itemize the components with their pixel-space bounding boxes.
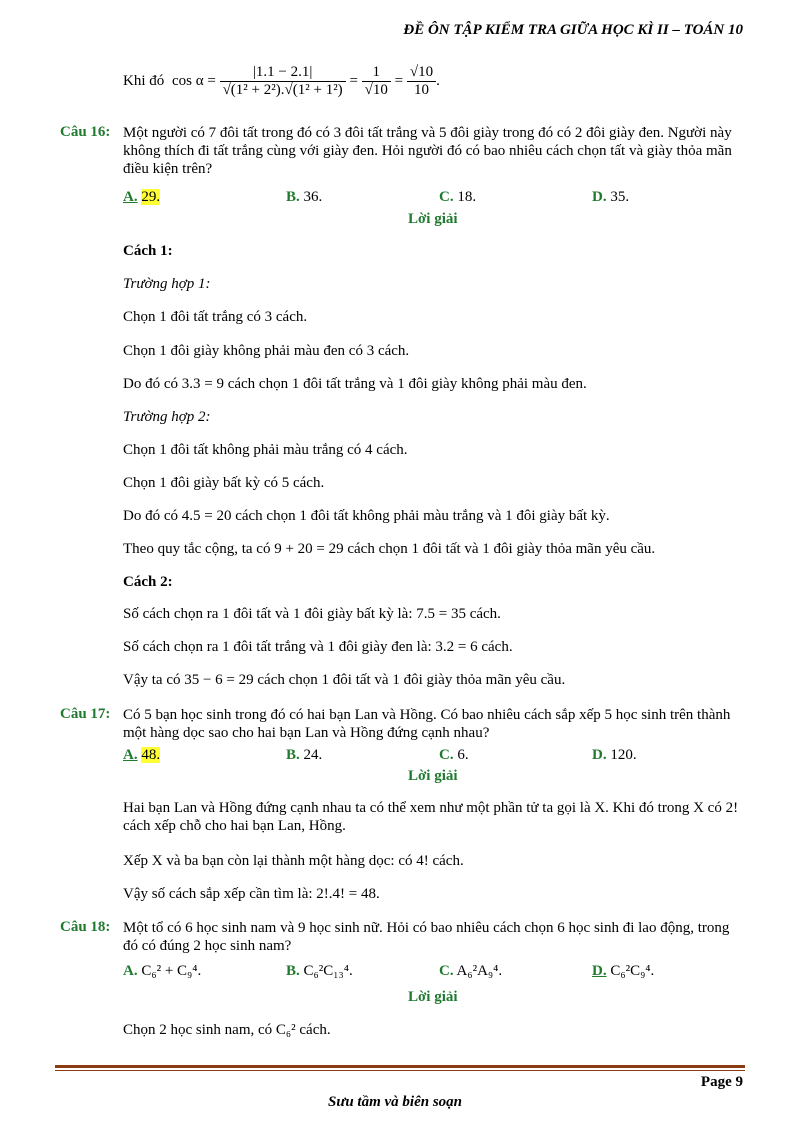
q17-option-c — [439, 747, 469, 764]
q16-option-c-label: C. — [439, 189, 454, 205]
cos-denominator: √(1² + 2²).√(1² + 1²) — [222, 82, 343, 98]
q17-option-b — [286, 747, 322, 764]
cos-fraction-3 — [407, 64, 436, 99]
cos-numerator-2: 1 — [362, 64, 391, 82]
q16-line-7: Theo quy tắc cộng, ta có 9 + 20 = 29 cách chọn 1 đôi tất và 1 đôi giày thỏa mãn yêu cầu. — [123, 541, 656, 557]
q17-line-1: Hai bạn Lan và Hồng đứng cạnh nhau ta có thể xem như một phần tử ta gọi là X. Khi đó trong X có 2! cách xếp chỗ cho hai bạn Lan, Hồng. — [123, 800, 739, 834]
q18-option-b-value: C₆²C₁₃⁴. — [303, 963, 353, 979]
page-header: ĐỀ ÔN TẬP KIỂM TRA GIỮA HỌC KÌ II – TOÁN 10 — [403, 22, 743, 38]
q16-case-2: Trường hợp 2: — [123, 409, 211, 425]
q16-option-d — [592, 189, 629, 206]
cos-denominator-3: 10 — [413, 82, 429, 98]
q16-option-c-value: 18. — [457, 189, 477, 205]
q18-option-a — [123, 963, 201, 980]
q17-option-b-label: B. — [286, 747, 300, 763]
q17-solution-heading: Lời giải — [408, 768, 458, 784]
question-18-label: Câu 18: — [60, 919, 111, 935]
cos-fraction-2 — [362, 64, 391, 99]
q18-option-d-label: D. — [592, 963, 607, 979]
cos-numerator: |1.1 − 2.1| — [220, 64, 346, 82]
q18-option-a-label: A. — [123, 963, 138, 979]
q16-line-6: Do đó có 4.5 = 20 cách chọn 1 đôi tất không phải màu trắng và 1 đôi giày bất kỳ. — [123, 508, 610, 524]
q16-option-a-label: A. — [123, 189, 138, 205]
footer-rule-thin — [55, 1070, 745, 1071]
footer-rule — [55, 1065, 745, 1068]
q17-option-c-label: C. — [439, 747, 454, 763]
q16-option-d-value: 35. — [610, 189, 630, 205]
q16-line-2: Chọn 1 đôi giày không phải màu đen có 3 cách. — [123, 343, 410, 359]
q16-line-4: Chọn 1 đôi tất không phải màu trắng có 4 cách. — [123, 442, 408, 458]
q17-option-d-label: D. — [592, 747, 607, 763]
q16-line-5: Chọn 1 đôi giày bất kỳ có 5 cách. — [123, 475, 325, 491]
cos-fraction — [220, 64, 346, 99]
q18-option-b-label: B. — [286, 963, 300, 979]
cos-numerator-3: √10 — [407, 64, 436, 82]
q17-option-a — [123, 747, 160, 764]
prev-lead: Khi đó — [123, 72, 165, 89]
q16-option-c — [439, 189, 476, 206]
question-18-text: Một tổ có 6 học sinh nam và 9 học sinh nữ. Hỏi có bao nhiêu cách chọn 6 học sinh đi lao động, trong đó có đúng 2 học sinh nam? — [123, 920, 730, 954]
question-17-text: Có 5 bạn học sinh trong đó có hai bạn Lan và Hồng. Có bao nhiêu cách sắp xếp 5 học sinh trên thành một hàng dọc sao cho hai bạn Lan và Hồng đứng cạnh nhau? — [123, 707, 731, 741]
q16-method-2: Cách 2: — [123, 574, 173, 590]
q17-option-a-label: A. — [123, 747, 138, 763]
q16-option-a-value: 29. — [141, 189, 161, 205]
q16-option-b-label: B. — [286, 189, 300, 205]
q18-option-d — [592, 963, 654, 980]
q18-option-b — [286, 963, 353, 980]
q17-option-a-value: 48. — [141, 747, 161, 763]
q16-line-8: Số cách chọn ra 1 đôi tất và 1 đôi giày bất kỳ là: 7.5 = 35 cách. — [123, 606, 501, 622]
q18-line-1: Chọn 2 học sinh nam, có C₆² cách. — [123, 1022, 331, 1038]
q16-line-1: Chọn 1 đôi tất trắng có 3 cách. — [123, 309, 308, 325]
cos-denominator-2: √10 — [364, 82, 388, 98]
page-number: Page 9 — [700, 1074, 743, 1090]
q18-option-d-value: C₆²C₉⁴. — [610, 963, 655, 979]
q16-solution-heading: Lời giải — [408, 211, 458, 227]
question-16-label: Câu 16: — [60, 124, 111, 140]
q17-line-2: Xếp X và ba bạn còn lại thành một hàng dọc: có 4! cách. — [123, 853, 464, 869]
q18-option-a-value: C₆² + C₉⁴. — [141, 963, 202, 979]
q16-line-9: Số cách chọn ra 1 đôi tất trắng và 1 đôi giày đen là: 3.2 = 6 cách. — [123, 639, 513, 655]
footer-credit: Sưu tầm và biên soạn — [328, 1094, 463, 1110]
q16-case-1: Trường hợp 1: — [123, 276, 211, 292]
q16-option-b — [286, 189, 322, 206]
q17-option-d — [592, 747, 637, 764]
q18-option-c-value: A₆²A₉⁴. — [456, 963, 503, 979]
cos-lhs: cos α = — [172, 72, 216, 89]
question-16-text: Một người có 7 đôi tất trong đó có 3 đôi tất trắng và 5 đôi giày trong đó có 2 đôi giày đen. Người này không thích đi tất trắng cùng với giày đen. Hỏi người đó có bao nhiêu cách chọn tất và giày thỏa mãn điều kiện trên? — [123, 125, 732, 177]
q16-option-d-label: D. — [592, 189, 607, 205]
q17-option-c-value: 6. — [457, 747, 469, 763]
cos-formula: Khi đó cos α = $\frac{|1.1 - 2.1|}{\text{√(1² + 2²).√(1² + 1²)}}$ = $\frac{1}{√10}$ = $\frac{√10}{10}$ . — [123, 64, 440, 98]
q16-option-a — [123, 189, 160, 206]
q18-solution-heading: Lời giải — [408, 989, 458, 1005]
q17-option-b-value: 24. — [303, 747, 323, 763]
q17-option-d-value: 120. — [610, 747, 637, 763]
q18-option-c — [439, 963, 502, 980]
q17-line-3: Vậy số cách sắp xếp cần tìm là: 2!.4! = 48. — [123, 886, 380, 902]
q18-option-c-label: C. — [439, 963, 454, 979]
q16-line-3: Do đó có 3.3 = 9 cách chọn 1 đôi tất trắng và 1 đôi giày không phải màu đen. — [123, 376, 587, 392]
q16-option-b-value: 36. — [303, 189, 323, 205]
question-17-label: Câu 17: — [60, 706, 111, 722]
q16-line-10: Vậy ta có 35 − 6 = 29 cách chọn 1 đôi tất và 1 đôi giày thỏa mãn yêu cầu. — [123, 672, 566, 688]
q16-method-1: Cách 1: — [123, 243, 173, 259]
